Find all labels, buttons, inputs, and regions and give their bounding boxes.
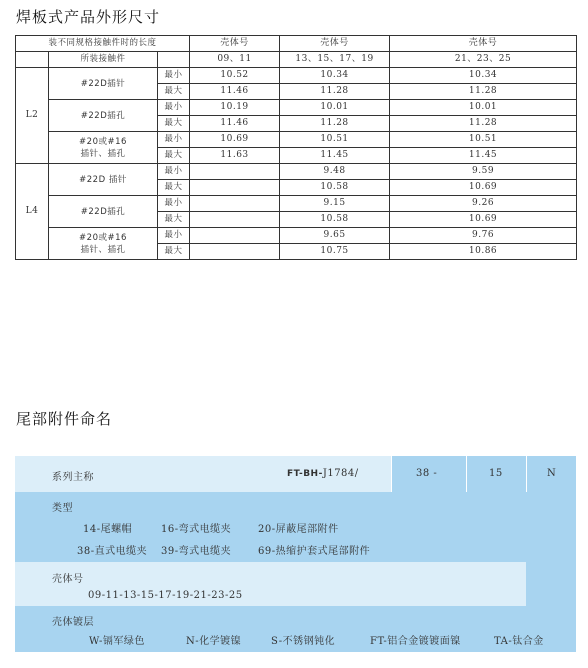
- header-shell-group: 13、15、17、19: [280, 52, 390, 68]
- series-code-prefix: FT-BH-: [287, 469, 323, 479]
- value-cell: 10.69: [390, 212, 577, 228]
- min-label: 最小: [158, 196, 190, 212]
- value-cell: 11.45: [390, 148, 577, 164]
- value-cell: [190, 244, 280, 260]
- min-label: 最小: [158, 100, 190, 116]
- value-cell: [190, 228, 280, 244]
- group-label: L4: [16, 164, 49, 260]
- header-shell-group: 09、11: [190, 52, 280, 68]
- min-label: 最小: [158, 228, 190, 244]
- header-blank: [16, 52, 49, 68]
- type-option: 69-热缩护套式尾部附件: [258, 546, 371, 557]
- shell-values: 09-11-13-15-17-19-21-23-25: [88, 590, 243, 601]
- contact-type: #22D插孔: [49, 100, 158, 132]
- value-cell: 10.01: [280, 100, 390, 116]
- value-cell: 10.51: [280, 132, 390, 148]
- max-label: 最大: [158, 116, 190, 132]
- value-cell: 10.19: [190, 100, 280, 116]
- max-label: 最大: [158, 148, 190, 164]
- value-cell: 10.86: [390, 244, 577, 260]
- value-cell: [190, 196, 280, 212]
- plating-option: TA-钛合金: [494, 636, 544, 647]
- value-cell: [190, 212, 280, 228]
- contact-type: #20或#16 插针、插孔: [49, 132, 158, 164]
- value-cell: 11.63: [190, 148, 280, 164]
- series-code: [287, 468, 359, 479]
- header-contact-label: 所装接触件: [49, 52, 158, 68]
- divider: [526, 456, 527, 492]
- value-cell: 10.75: [280, 244, 390, 260]
- header-blank: [158, 52, 190, 68]
- type-option: 16-弯式电缆夹: [161, 524, 232, 535]
- min-label: 最小: [158, 132, 190, 148]
- series-label: 系列主称: [52, 472, 94, 483]
- plating-option: N-化学镀镍: [186, 636, 242, 647]
- value-cell: 9.48: [280, 164, 390, 180]
- value-cell: 10.58: [280, 212, 390, 228]
- header-shell-label: 壳体号: [390, 36, 577, 52]
- type-option: 38-直式电缆夹: [77, 546, 148, 557]
- contact-type: #22D插针: [49, 68, 158, 100]
- header-row-1: [16, 36, 577, 52]
- divider: [391, 456, 392, 492]
- header-shell-label: 壳体号: [280, 36, 390, 52]
- table-row: [16, 228, 577, 244]
- value-cell: 9.15: [280, 196, 390, 212]
- type-label: 类型: [52, 503, 73, 514]
- min-label: 最小: [158, 164, 190, 180]
- header-row-2: [16, 52, 577, 68]
- series-code-suffix: J1784/: [322, 468, 359, 479]
- table-row: [16, 196, 577, 212]
- group-label: L2: [16, 68, 49, 164]
- code-plating-field: N: [547, 468, 557, 479]
- max-label: 最大: [158, 212, 190, 228]
- table-row: [16, 132, 577, 148]
- value-cell: 11.28: [390, 116, 577, 132]
- section-title-naming: 尾部附件命名: [16, 411, 113, 428]
- type-option: 39-弯式电缆夹: [161, 546, 232, 557]
- value-cell: 10.51: [390, 132, 577, 148]
- plating-label: 壳体镀层: [52, 617, 94, 628]
- contact-type: #22D 插针: [49, 164, 158, 196]
- type-option: 14-尾螺帽: [83, 524, 133, 535]
- value-cell: 10.52: [190, 68, 280, 84]
- table-row: [16, 164, 577, 180]
- table-row: [16, 68, 577, 84]
- divider: [466, 456, 467, 492]
- plating-option: S-不锈钢钝化: [271, 636, 336, 647]
- table-row: [16, 100, 577, 116]
- value-cell: 10.69: [190, 132, 280, 148]
- plating-option: FT-铝合金镀镀面镍: [370, 636, 461, 647]
- header-length-label: 装不同规格接触件时的长度: [16, 36, 190, 52]
- value-cell: 10.34: [390, 68, 577, 84]
- max-label: 最大: [158, 84, 190, 100]
- max-label: 最大: [158, 244, 190, 260]
- header-shell-label: 壳体号: [190, 36, 280, 52]
- header-shell-group: 21、23、25: [390, 52, 577, 68]
- value-cell: 11.28: [280, 84, 390, 100]
- value-cell: 9.65: [280, 228, 390, 244]
- value-cell: [190, 180, 280, 196]
- value-cell: [190, 164, 280, 180]
- max-label: 最大: [158, 180, 190, 196]
- contact-type: #20或#16 插针、插孔: [49, 228, 158, 260]
- min-label: 最小: [158, 68, 190, 84]
- value-cell: 9.76: [390, 228, 577, 244]
- value-cell: 11.46: [190, 84, 280, 100]
- value-cell: 10.34: [280, 68, 390, 84]
- plating-option: W-镉军绿色: [89, 636, 145, 647]
- code-shell-field: 15: [489, 468, 503, 479]
- contact-type: #22D插孔: [49, 196, 158, 228]
- shell-label: 壳体号: [52, 574, 84, 585]
- value-cell: 10.01: [390, 100, 577, 116]
- value-cell: 9.26: [390, 196, 577, 212]
- code-type-field: 38 -: [416, 468, 438, 479]
- value-cell: 11.45: [280, 148, 390, 164]
- dimensions-table: [15, 35, 577, 260]
- type-option: 20-屏蔽尾部附件: [258, 524, 339, 535]
- section-title-dimensions: 焊板式产品外形尺寸: [16, 9, 161, 26]
- value-cell: 11.28: [390, 84, 577, 100]
- value-cell: 10.69: [390, 180, 577, 196]
- value-cell: 11.28: [280, 116, 390, 132]
- value-cell: 9.59: [390, 164, 577, 180]
- value-cell: 10.58: [280, 180, 390, 196]
- value-cell: 11.46: [190, 116, 280, 132]
